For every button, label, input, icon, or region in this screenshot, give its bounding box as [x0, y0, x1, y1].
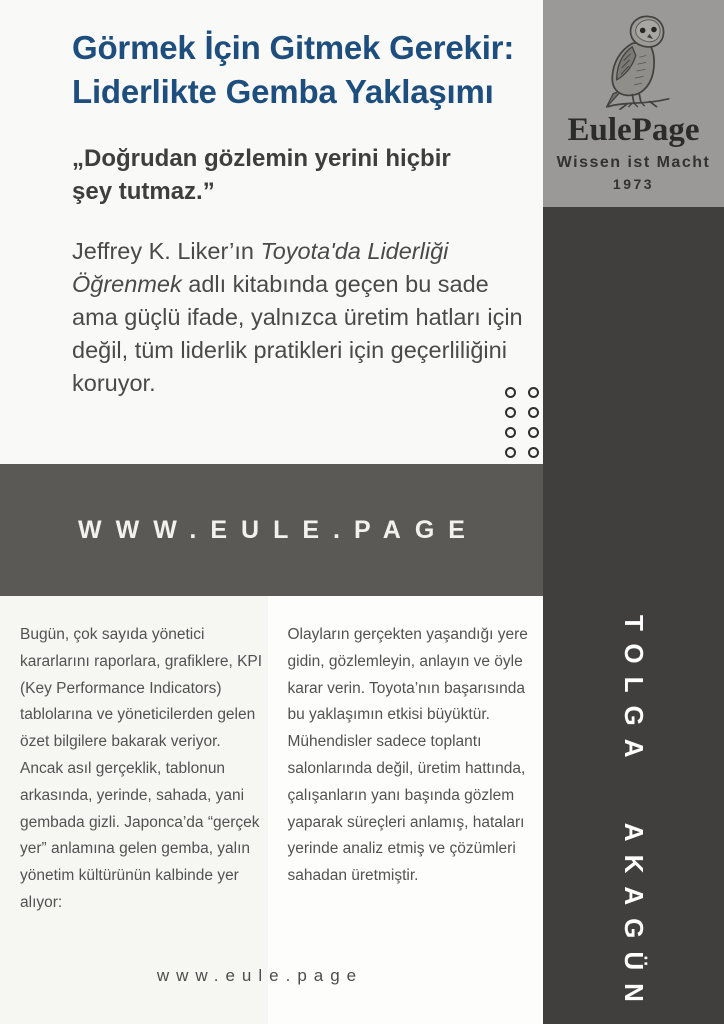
author-name-text: TOLGA AKAGÜN: [619, 615, 649, 1015]
dot-icon: [528, 407, 539, 418]
brand-name: EulePage: [567, 112, 700, 148]
sidebar: [543, 0, 724, 1024]
author-name-vertical: [543, 615, 724, 1015]
website-url-banner: WWW.EULE.PAGE: [78, 515, 479, 544]
page-title: Görmek İçin Gitmek Gerekir: Liderlikte Gemba Yaklaşımı: [72, 29, 515, 110]
dot-icon: [505, 447, 516, 458]
body-columns: [0, 622, 543, 917]
body-column-left: Bugün, çok sayıda yönetici kararlarını raporlara, grafiklere, KPI (Key Performance Indicators) tablolarına ve yöneticilerden gelen özet bilgilere bakarak veriyor. Ancak asıl gerçeklik, tablonun arkasında, yerinde, sahada, yani gembada gizli. Japonca’da “gerçek yer” anlamına gelen gemba, yalın yönetim kültürünün kalbinde yer alıyor:: [20, 626, 263, 911]
intro-text-pre: Jeffrey K. Liker’ın: [72, 237, 261, 264]
body-column-right: Olayların gerçekten yaşandığı yere gidin, gözlemleyin, anlayın ve öyle karar verin. Toyota’nın başarısında bu yaklaşımın etkisi büyüktür. Mühendisler sadece toplantı salonlarında değil, üretim hattında, çalışanların yanı başında gözlem yaparak süreçleri anlamış, hataları yerinde analiz etmiş ve çözümleri sahadan üretmiştir.: [287, 626, 528, 885]
intro-paragraph: [72, 235, 524, 399]
pull-quote: „Doğrudan gözlemin yerini hiçbir şey tutmaz.”: [72, 144, 451, 206]
dot-icon: [505, 407, 516, 418]
intro-text-post: adlı kitabında geçen bu sade ama güçlü ifade, yalnızca üretim hatları için değil, tüm liderlik pratikleri için geçerliliğini koruyor.: [72, 270, 523, 396]
book-title: Toyota'da Liderliği Öğrenmek: [72, 237, 449, 297]
dots-decoration: [505, 387, 539, 458]
dot-icon: [528, 447, 539, 458]
owl-icon: [582, 12, 686, 112]
logo-section: [543, 0, 724, 207]
website-banner: [0, 464, 543, 596]
dot-icon: [505, 427, 516, 438]
footer-website-url: www.eule.page: [156, 966, 364, 985]
header-section: [72, 26, 524, 399]
dot-icon: [528, 427, 539, 438]
dot-icon: [505, 387, 516, 398]
brand-tagline: Wissen ist Macht: [556, 154, 711, 171]
brand-year: 1973: [612, 176, 655, 192]
dot-icon: [528, 387, 539, 398]
